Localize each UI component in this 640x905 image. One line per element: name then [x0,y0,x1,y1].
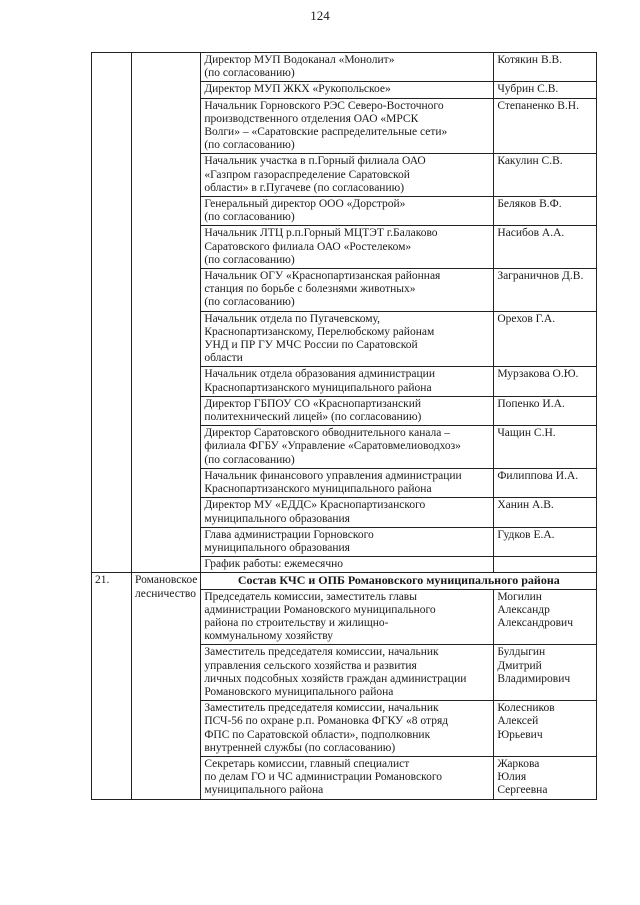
section-heading: Состав КЧС и ОПБ Романовского муниципального района [201,573,597,589]
section-number: 21. [92,573,132,799]
table-part-continued [92,53,597,573]
position-cell [201,498,494,527]
number-cell [92,53,132,573]
person-cell-line: Беляков В.Ф. [497,198,562,211]
place-cell [132,53,201,573]
position-cell-line: коммунальному хозяйству [204,630,334,643]
position-cell-line: (по согласованию) [204,296,295,309]
position-cell-line: Директор Саратовского обводнительного канала – [204,427,451,440]
position-cell-line: ПСЧ-56 по охране р.п. Романовка ФГКУ «8 отряд [204,715,449,728]
person-cell-line: Ханин А.В. [497,499,554,512]
position-cell [201,98,494,154]
position-cell-line: Секретарь комиссии, главный специалист [204,757,410,770]
position-cell-line: «Газпром газораспределение Саратовской [204,168,410,181]
position-cell [201,197,494,226]
position-cell-line: УНД и ПР ГУ МЧС России по Саратовской [204,339,418,352]
person-cell [494,269,597,312]
position-cell-line: муниципального образования [204,541,350,554]
person-cell [494,396,597,425]
person-cell-line: Попенко И.А. [497,397,565,410]
position-cell-line: филиала ФГБУ «Управление «Саратовмелиоводхоз» [204,440,461,453]
position-cell-line: Краснопартизанского муниципального района [204,381,432,394]
position-cell-line: (по согласованию) [204,211,295,224]
position-cell-line: внутренней службы (по согласованию) [204,741,396,754]
position-cell-line: Начальник участка в п.Горный филиала ОАО [204,155,426,168]
person-cell [494,589,597,645]
commission-table [91,52,597,800]
position-cell [201,367,494,396]
position-cell-line: Начальник отдела образования администрации [204,368,435,381]
person-cell [494,527,597,556]
person-cell-line: Насибов А.А. [497,227,565,240]
position-cell [201,645,494,701]
position-cell [201,269,494,312]
position-cell-line: Саратовского филиала ОАО «Ростелеком» [204,240,412,253]
person-cell [494,311,597,367]
person-cell [494,557,597,573]
position-cell-line: Председатель комиссии, заместитель главы [204,590,417,603]
position-cell [201,154,494,197]
position-cell-line: Директор МУ «ЕДДС» Краснопартизанского [204,499,426,512]
position-cell [201,53,494,82]
position-cell [201,701,494,757]
position-cell-line: Глава администрации Горновского [204,528,374,541]
person-cell-line: Юлия [497,771,527,784]
person-cell-line: Гудков Е.А. [497,528,555,541]
position-cell-line: области» в г.Пугачеве (по согласованию) [204,181,405,194]
position-cell-line: муниципального образования [204,512,350,525]
position-cell-line: администрации Романовского муниципального [204,603,436,616]
position-cell-line: Заместитель председателя комиссии, начальник [204,646,439,659]
position-cell [201,557,494,573]
position-cell-line: Директор МУП ЖКХ «Рукопольское» [204,83,391,96]
position-cell-line: (по согласованию) [204,67,295,80]
person-cell-line: Могилин [497,590,542,603]
table-row [92,53,597,82]
person-cell-line: Котякин В.В. [497,54,563,66]
person-cell-line: Какулин С.В. [497,155,563,168]
section-heading-row [92,573,597,589]
position-cell-line: Начальник отдела по Пугачевскому, [204,312,380,325]
person-cell [494,468,597,497]
person-cell-line: Заграничнов Д.В. [497,270,584,283]
person-cell [494,645,597,701]
person-cell-line: Александр [497,603,550,616]
person-cell [494,82,597,98]
position-cell-line: Краснопартизанскому, Перелюбскому районам [204,325,435,338]
person-cell [494,498,597,527]
section-place: Романовское лесничество [132,573,201,799]
position-cell-line: района по строительству и жилищно- [204,616,389,629]
position-cell [201,82,494,98]
person-cell [494,226,597,269]
position-cell-line: (по согласованию) [204,253,295,266]
position-cell-line: личных подсобных хозяйств граждан администрации [204,672,467,685]
position-cell [201,311,494,367]
table-section-21 [92,573,597,799]
position-cell-line: График работы: ежемесячно [204,558,344,571]
position-cell-line: Директор МУП Водоканал «Монолит» [204,54,395,66]
person-cell-line: Булдыгин [497,646,546,659]
position-cell-line: ФПС по Саратовской области», подполковник [204,728,431,741]
position-cell-line: Начальник финансового управления администрации [204,469,462,482]
person-cell-line: Владимирович [497,672,571,685]
position-cell-line: муниципального района [204,784,324,797]
person-cell [494,53,597,82]
person-cell [494,197,597,226]
person-cell-line: Филиппова И.А. [497,469,579,482]
position-cell-line: (по согласованию) [204,453,295,466]
position-cell-line: Заместитель председателя комиссии, начальник [204,702,439,715]
position-cell-line: производственного отделения ОАО «МРСК [204,112,419,125]
position-cell-line: области [204,352,243,365]
position-cell [201,426,494,469]
page-number: 124 [310,8,330,23]
person-cell-line: Чубрин С.В. [497,83,559,96]
person-cell-line: Орехов Г.А. [497,312,556,325]
position-cell [201,396,494,425]
person-cell-line: Чащин С.Н. [497,427,556,440]
position-cell-line: Краснопартизанского муниципального района [204,483,432,496]
position-cell-line: политехнический лицей» (по согласованию) [204,411,422,424]
person-cell [494,426,597,469]
person-cell-line: Алексей [497,715,539,728]
person-cell-line: Юрьевич [497,728,543,741]
person-cell-line: Степаненко В.Н. [497,99,579,112]
position-cell [201,756,494,799]
person-cell [494,367,597,396]
position-cell-line: по делам ГО и ЧС администрации Романовского [204,771,443,784]
position-cell-line: управления сельского хозяйства и развития [204,659,417,672]
person-cell-line: Жаркова [497,757,540,770]
person-cell-line: Дмитрий [497,659,542,672]
person-cell [494,756,597,799]
person-cell-line: Мурзакова О.Ю. [497,368,579,381]
position-cell-line: Волги» – «Саратовские распределительные сети» [204,126,448,139]
person-cell-line: Колесников [497,702,555,715]
position-cell-line: Начальник ЛТЦ р.п.Горный МЦТЭТ г.Балаково [204,227,438,240]
position-cell [201,226,494,269]
position-cell-line: (по согласованию) [204,139,295,152]
position-cell [201,589,494,645]
person-cell [494,154,597,197]
position-cell-line: Генеральный директор ООО «Дорстрой» [204,198,406,211]
person-cell-line: Александрович [497,616,573,629]
position-cell-line: Начальник Горновского РЭС Северо-Восточного [204,99,444,112]
position-cell-line: Романовского муниципального района [204,685,394,698]
position-cell [201,527,494,556]
person-cell [494,701,597,757]
person-cell [494,98,597,154]
position-cell [201,468,494,497]
position-cell-line: станция по борьбе с болезнями животных» [204,283,416,296]
position-cell-line: Начальник ОГУ «Краснопартизанская районная [204,270,441,283]
person-cell-line: Сергеевна [497,784,548,797]
position-cell-line: Директор ГБПОУ СО «Краснопартизанский [204,397,422,410]
